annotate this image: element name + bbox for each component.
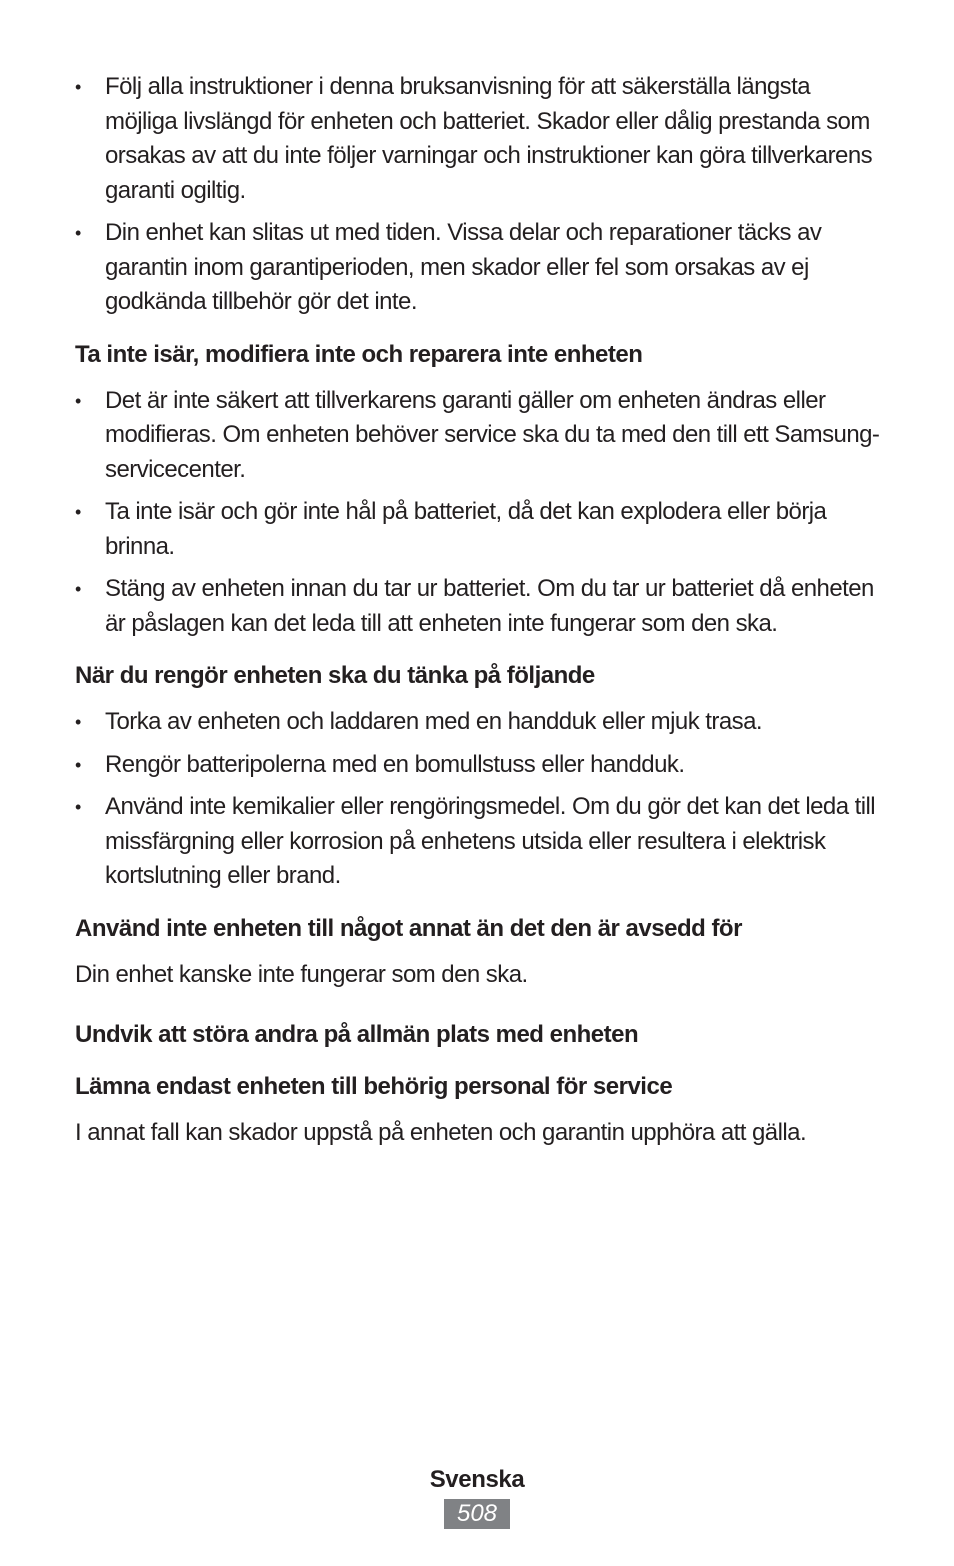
list-item	[75, 572, 885, 641]
section-text: Din enhet kanske inte fungerar som den ska.	[75, 960, 528, 988]
intro-bullet-list	[75, 70, 885, 320]
section-heading: Undvik att störa andra på allmän plats med enheten	[75, 1020, 639, 1048]
bullet-icon: •	[75, 797, 81, 817]
section-public-places	[75, 1018, 885, 1052]
bullet-list	[75, 705, 885, 894]
page-number: 508	[444, 1499, 510, 1529]
section-cleaning	[75, 659, 885, 894]
list-item-text: Använd inte kemikalier eller rengöringsmedel. Om du gör det kan det leda till missfärgning eller korrosion på enhetens utsida eller resultera i elektrisk kortslutning eller brand.	[105, 793, 876, 889]
list-item	[75, 748, 885, 783]
bullet-icon: •	[75, 754, 81, 775]
bullet-icon: •	[75, 223, 81, 243]
footer-language: Svenska	[429, 1466, 525, 1493]
section-text: I annat fall kan skador uppstå på enheten och garantin upphöra att gälla.	[75, 1118, 807, 1146]
section-service	[75, 1070, 885, 1150]
section-disassembly	[75, 338, 885, 642]
list-item-text: Ta inte isär och gör inte hål på batteriet, då det kan explodera eller börja brinna.	[105, 498, 827, 560]
bullet-icon: •	[75, 712, 81, 732]
list-item-text: Rengör batteripolerna med en bomullstuss eller handduk.	[105, 750, 685, 778]
list-item-text: Stäng av enheten innan du tar ur batteriet. Om du tar ur batteriet då enheten är påslagen kan det leda till att enheten inte fungerar som den ska.	[105, 575, 874, 637]
list-item-text: Din enhet kan slitas ut med tiden. Vissa delar och reparationer täcks av garantin inom garantiperioden, men skador eller fel som orsakas av ej godkända tillbehör gör det inte.	[105, 219, 822, 315]
list-item	[75, 790, 885, 894]
section-heading: Ta inte isär, modifiera inte och reparera inte enheten	[75, 340, 643, 368]
list-item	[75, 495, 885, 564]
bullet-icon: •	[75, 579, 81, 599]
page-content	[75, 70, 885, 1150]
page-footer	[0, 1463, 954, 1529]
section-heading: Använd inte enheten till något annat än det den är avsedd för	[75, 914, 742, 942]
section-heading: Lämna endast enheten till behörig personal för service	[75, 1072, 673, 1100]
list-item	[75, 70, 885, 208]
list-item-text: Torka av enheten och laddaren med en handduk eller mjuk trasa.	[105, 708, 762, 735]
bullet-icon: •	[75, 77, 81, 97]
list-item	[75, 705, 885, 740]
bullet-list	[75, 384, 885, 642]
bullet-icon: •	[75, 502, 81, 522]
list-item	[75, 216, 885, 320]
section-intended-use	[75, 912, 885, 992]
list-item-text: Följ alla instruktioner i denna bruksanvisning för att säkerställa längsta möjliga livslängd för enheten och batteriet. Skador eller dålig prestanda som orsakas av att du inte följer varningar och instruktioner kan göra tillverkarens garanti ogiltig.	[105, 73, 873, 204]
list-item-text: Det är inte säkert att tillverkarens garanti gäller om enheten ändras eller modifieras. Om enheten behöver service ska du ta med den till ett Samsung-servicecenter.	[105, 386, 880, 483]
list-item	[75, 384, 885, 488]
bullet-icon: •	[75, 390, 81, 411]
section-heading: När du rengör enheten ska du tänka på följande	[75, 662, 595, 689]
